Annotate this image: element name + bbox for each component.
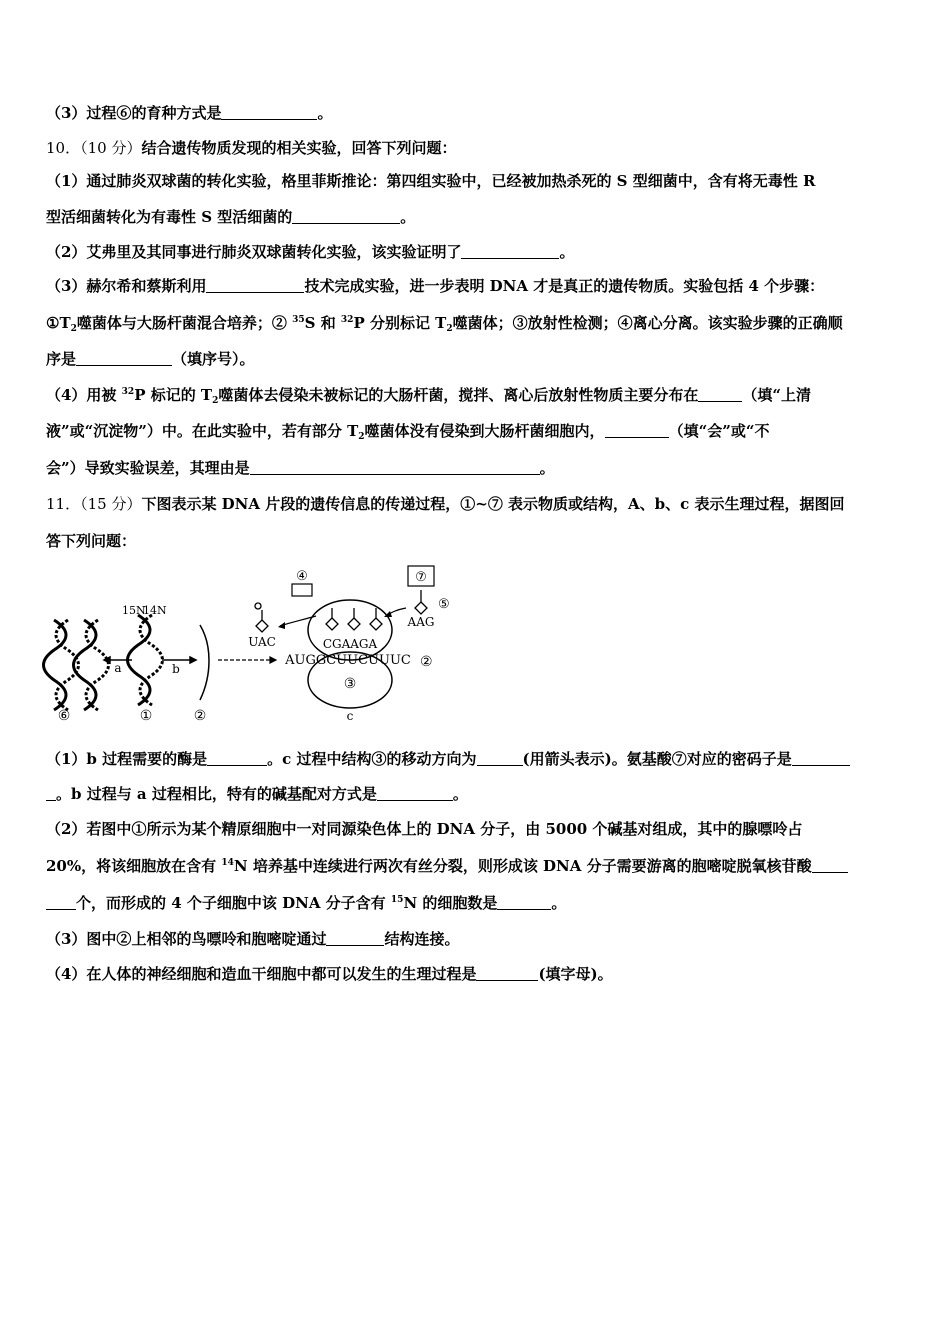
mrna-sequence: AUGGCUUCUUUC [285, 653, 411, 668]
answer-blank[interactable] [326, 931, 384, 946]
answer-blank[interactable] [250, 460, 540, 475]
ribosome-small-subunit-icon [308, 600, 392, 660]
mrna-strand-icon [200, 625, 209, 700]
answer-blank[interactable] [792, 751, 850, 766]
q10-part3-line2: $①T_2$噬菌体与大肠杆菌混合培养；② $^{35}$S 和 $^{32}$P 分别标记 $T_2$噬菌体；③放射性检测；④离心分离。该实验步骤的正确顺 [46, 314, 843, 334]
label-2: ② [193, 708, 207, 724]
answer-blank[interactable] [76, 351, 172, 366]
answer-blank[interactable] [377, 786, 453, 801]
label-c: c [346, 709, 354, 723]
q11-part1-line2: 。b 过程与 a 过程相比，特有的碱基配对方式是 。 [46, 783, 906, 805]
label-2b: ② [420, 654, 433, 670]
trna-aag: AAG [407, 615, 435, 629]
q10-part1-line2: 型活细菌转化为有毒性 S 型活细菌的 。 [46, 208, 416, 226]
q11-part2-line1: （2）若图中①所示为某个精原细胞中一对同源染色体上的 DNA 分子，由 5000 个碱基对组成，其中的腺嘌呤占 [46, 820, 803, 838]
q10-part2: （2）艾弗里及其同事进行肺炎双球菌转化实验，该实验证明了 。 [46, 243, 575, 261]
label-14n: 14N [143, 604, 167, 617]
label-b: b [172, 662, 180, 676]
answer-blank[interactable] [477, 751, 523, 766]
trna-anticodons: CGAAGA [322, 637, 378, 651]
arrow-to-ribosome-icon [218, 657, 276, 663]
q11-part1-line1: （1）b 过程需要的酶是 。c 过程中结构③的移动方向为 (用箭头表示)。氨基酸⑦对应的密码子是 [46, 748, 906, 770]
answer-blank[interactable] [46, 895, 76, 910]
answer-blank[interactable] [292, 209, 400, 224]
answer-blank[interactable] [221, 105, 317, 120]
dna-helix-1-icon [128, 615, 163, 705]
amino-acid-box [292, 584, 312, 596]
answer-blank[interactable] [46, 786, 56, 801]
answer-blank[interactable] [497, 895, 551, 910]
q10-part1-line1: （1）通过肺炎双球菌的转化实验，格里菲斯推论：第四组实验中，已经被加热杀死的 S 型细菌中，含有将无毒性 R [46, 172, 816, 190]
answer-blank[interactable] [476, 966, 538, 981]
label-15n: 15N [122, 604, 146, 617]
answer-blank[interactable] [605, 423, 669, 438]
label-6: ⑥ [57, 708, 71, 724]
trna-uac: UAC [248, 635, 276, 649]
q11-part2-line3: 个，而形成的 4 个子细胞中该 DNA 分子含有 $^{15}$N 的细胞数是 。 [46, 892, 906, 914]
q10-part3-line1: （3）赫尔希和蔡斯利用 技术完成实验，进一步表明 DNA 才是真正的遗传物质。实验包括 4 个步骤： [46, 277, 825, 295]
q10-part4-line1: （4）用被 $^{32}$P 标记的 $T_2$噬菌体去侵染未被标记的大肠杆菌，搅拌、离心后放射性物质主要分布在 （填“上清 [46, 386, 812, 406]
answer-blank[interactable] [461, 244, 559, 259]
q11-part3: （3）图中②上相邻的鸟嘌呤和胞嘧啶通过 结构连接。 [46, 930, 460, 948]
label-7: ⑦ [415, 570, 427, 585]
q10-stem: 10．（10 分）结合遗传物质发现的相关实验，回答下列问题： [46, 139, 457, 157]
q9-part3: （3）过程⑥的育种方式是 。 [46, 104, 333, 122]
dna-double-helix-icon [44, 620, 109, 710]
q10-part3-line3: 序是 （填序号）。 [46, 350, 255, 368]
dna-transfer-diagram [40, 560, 480, 730]
trna-leaving-icon [255, 603, 268, 632]
q11-stem-line1: 11．（15 分）下图表示某 DNA 片段的遗传信息的传递过程，①~⑦ 表示物质或结构，A、b、c 表示生理过程，据图回 [46, 495, 845, 513]
answer-blank[interactable] [207, 751, 267, 766]
answer-blank[interactable] [206, 278, 304, 293]
trna-icon [326, 608, 382, 630]
label-3: ③ [343, 676, 357, 692]
label-4: ④ [296, 569, 308, 584]
label-a: a [114, 661, 122, 675]
label-5: ⑤ [438, 597, 450, 612]
label-1: ① [139, 708, 153, 724]
trna-entering-icon [415, 590, 427, 614]
answer-blank[interactable] [812, 858, 848, 873]
q11-part4: （4）在人体的神经细胞和造血干细胞中都可以发生的生理过程是 (填字母)。 [46, 965, 613, 983]
q11-stem-line2: 答下列问题： [46, 532, 137, 550]
q11-part2-line2: 20%，将该细胞放在含有 $^{14}$N 培养基中连续进行两次有丝分裂，则形成该 DNA 分子需要游离的胞嘧啶脱氧核苷酸 [46, 855, 906, 877]
q10-part4-line3: 会”）导致实验误差，其理由是 。 [46, 459, 555, 477]
answer-blank[interactable] [698, 387, 742, 402]
q10-part4-line2: 液”或“沉淀物”）中。在此实验中，若有部分 $T_2$噬菌体没有侵染到大肠杆菌细胞内， （填“会”或“不 [46, 422, 770, 442]
